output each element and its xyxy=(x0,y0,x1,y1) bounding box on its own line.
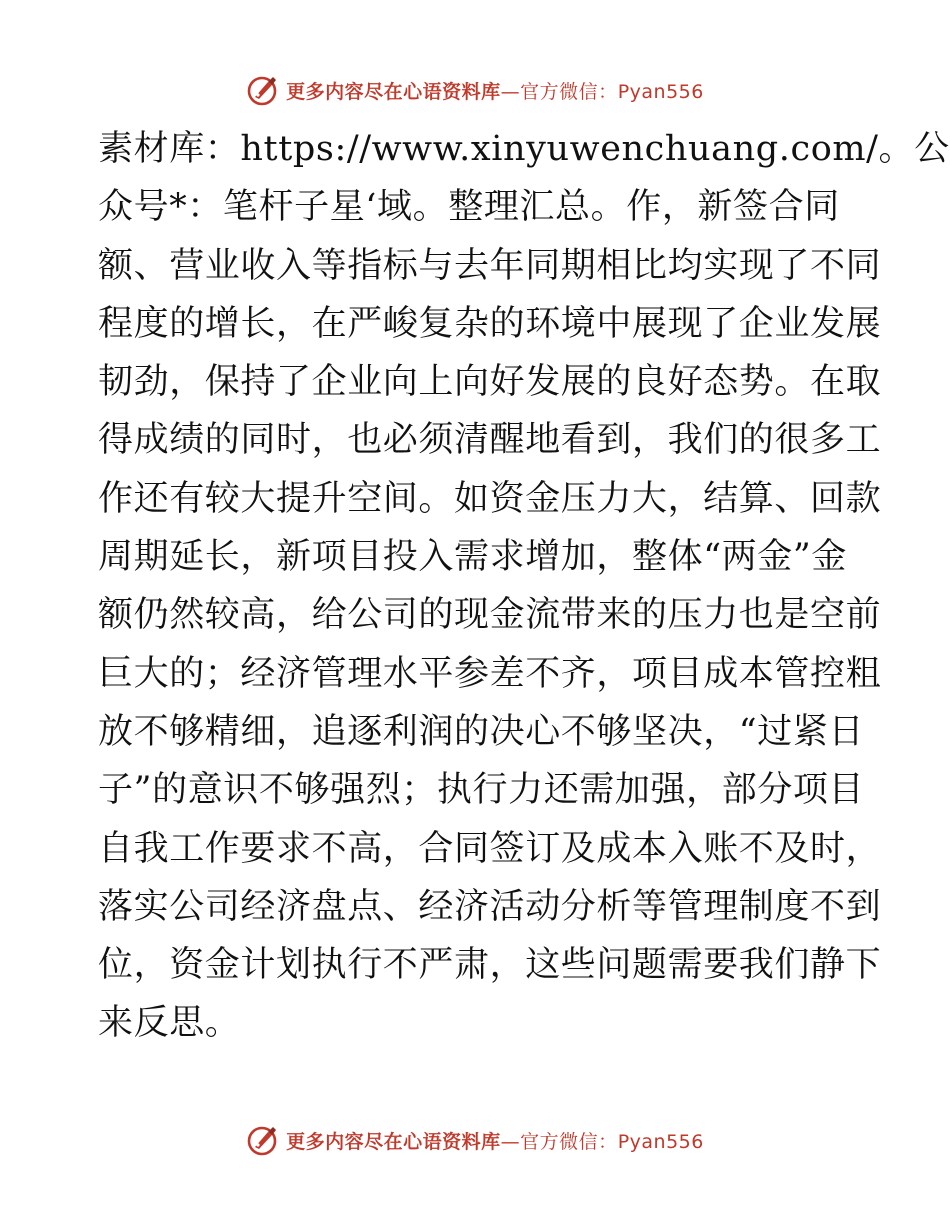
body-line: 位，资金计划执行不严肃，这些问题需要我们静下 xyxy=(98,945,882,986)
body-line: 程度的增长，在严峻复杂的环境中展现了企业发展 xyxy=(98,303,882,344)
footer-banner-id: Pyan556 xyxy=(617,1130,704,1153)
header-banner-text xyxy=(286,77,704,104)
document-body xyxy=(98,120,950,1053)
body-line: 来反思。 xyxy=(98,1003,241,1044)
pen-circle-logo-icon xyxy=(246,1123,280,1157)
footer-banner-dash: — xyxy=(500,1130,521,1153)
body-line: 得成绩的同时，也必须清醒地看到，我们的很多工 xyxy=(98,420,882,461)
body-line: 额仍然较高，给公司的现金流带来的压力也是空前 xyxy=(98,595,882,636)
footer-banner-sub: 官方微信： xyxy=(520,1130,618,1153)
body-line: 众号*：笔杆子星‘域。整理汇总。作，新签合同 xyxy=(98,187,840,228)
pen-circle-logo-icon xyxy=(246,73,280,107)
body-line: 自我工作要求不高，合同签订及成本入账不及时， xyxy=(98,828,882,869)
footer-banner-main: 更多内容尽在心语资料库 xyxy=(286,1130,501,1153)
body-line: 子”的意识不够强烈；执行力还需加强，部分项目 xyxy=(98,770,865,811)
footer-banner xyxy=(0,1120,950,1160)
header-banner-main: 更多内容尽在心语资料库 xyxy=(286,80,501,103)
body-line: 韧劲，保持了企业向上向好发展的良好态势。在取 xyxy=(98,362,882,403)
header-banner-dash: — xyxy=(500,80,521,103)
body-line: 巨大的；经济管理水平参差不齐，项目成本管控粗 xyxy=(98,653,882,694)
header-banner xyxy=(0,70,950,110)
body-line: 落实公司经济盘点、经济活动分析等管理制度不到 xyxy=(98,886,882,927)
header-banner-sub: 官方微信： xyxy=(520,80,618,103)
header-banner-id: Pyan556 xyxy=(617,80,704,103)
body-line: 周期延长，新项目投入需求增加，整体“两金”金 xyxy=(98,537,847,578)
footer-banner-text xyxy=(286,1127,704,1154)
body-line: 素材库：https://www.xinyuwenchuang.com/。公 xyxy=(98,129,950,169)
body-line: 放不够精细，追逐利润的决心不够坚决，“过紧日 xyxy=(98,711,865,752)
body-line: 作还有较大提升空间。如资金压力大，结算、回款 xyxy=(98,478,882,519)
body-line: 额、营业收入等指标与去年同期相比均实现了不同 xyxy=(98,245,882,286)
